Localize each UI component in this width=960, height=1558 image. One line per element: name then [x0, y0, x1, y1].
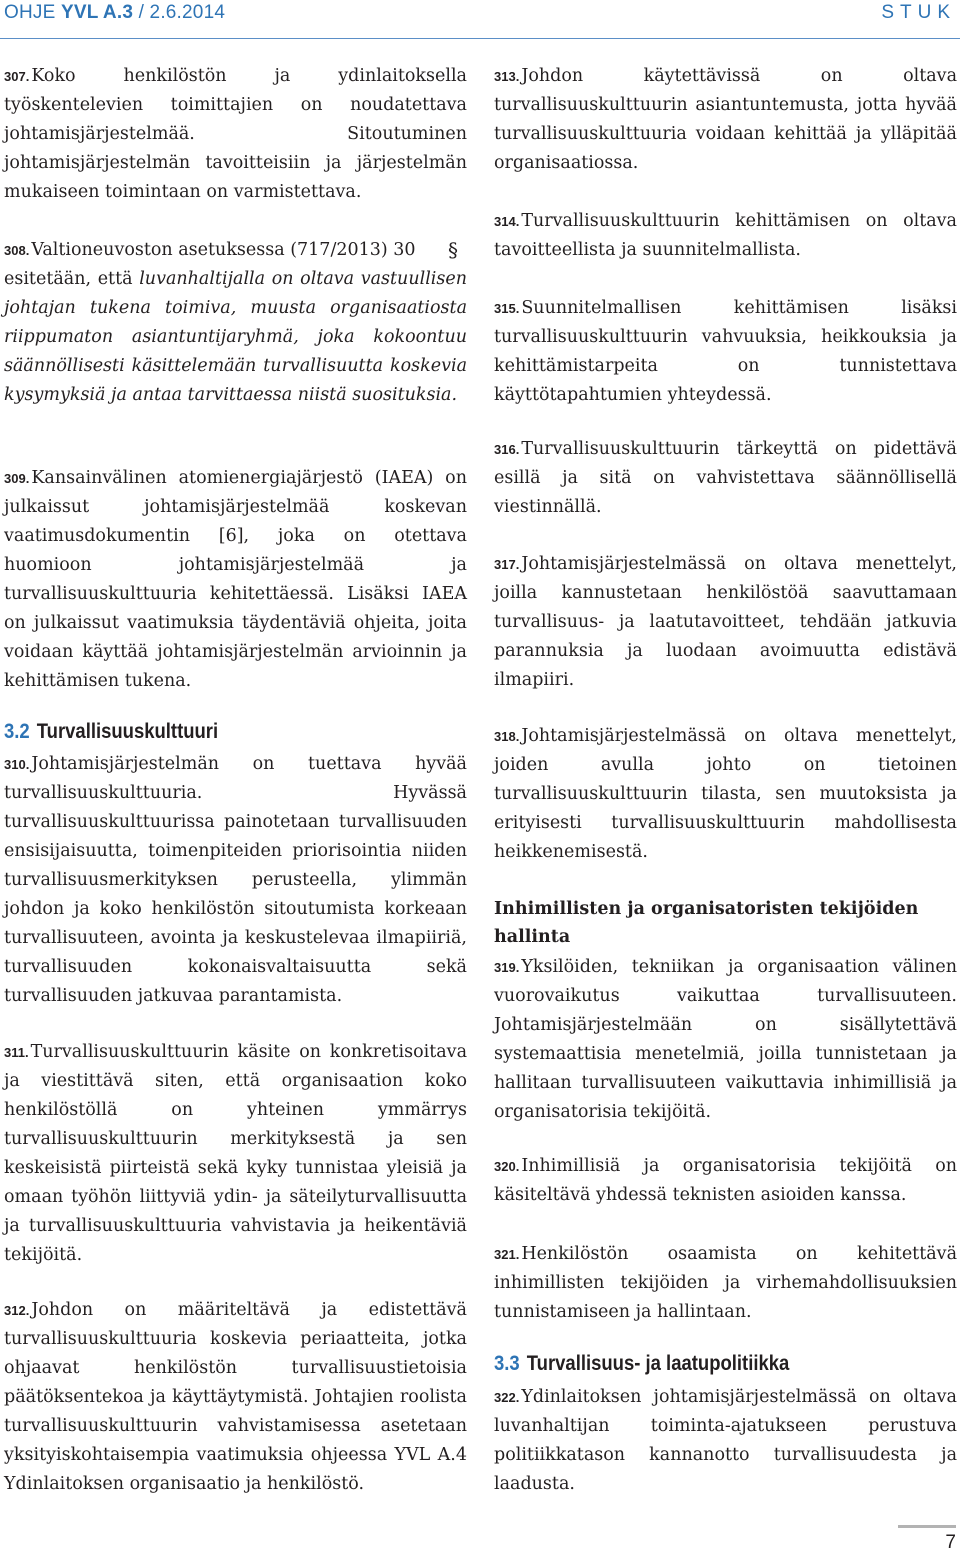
- quoted-regulation: luvanhaltijalla on oltava vastuullisen johtajan tukena toimiva, muusta organisaatiosta riippumaton asiantuntijaryhmä, joka kokoontuu säännöllisesti käsittelemään turvallisuutta koskevia kysymyksiä ja antaa tarvittaessa niistä suosituksia.: [4, 269, 467, 405]
- paragraph-319: 319. Yksilöiden, tekniikan ja organisaation välinen vuorovaikutus vaikuttaa turvallisuuteen. Johtamisjärjestelmään on sisällytettävä systemaattisia menetelmiä, joilla tunnistetaan ja hallitaan turvallisuuteen vaikuttavia inhimillisiä ja organisatorisia tekijöitä.: [494, 957, 957, 1122]
- paragraph-308-continued: esitetään, että luvanhaltijalla on oltava vastuullisen johtajan tukena toimiva, muusta organisaatiosta riippumaton asiantuntijaryhmä, joka kokoontuu säännöllisesti käsittelemään turvallisuutta koskevia kysymyksiä ja antaa tarvittaessa niistä suosituksia.: [4, 269, 467, 405]
- paragraph-320: 320. Inhimillisiä ja organisatorisia tekijöitä on käsiteltävä yhdessä teknisten asioiden kanssa.: [494, 1156, 957, 1205]
- paragraph-318: 318. Johtamisjärjestelmässä on oltava menettelyt, joiden avulla johto on tietoinen turvallisuuskulttuurin tilasta, sen muutoksista ja erityisesti turvallisuuskulttuurin mahdollisesta heikkenemisestä.: [494, 726, 957, 862]
- paragraph-307: 307. Koko henkilöstön ja ydinlaitoksella työskentelevien toimittajien on noudatettava johtamisjärjestelmää. Sitoutuminen johtamisjärjestelmän tavoitteisiin ja järjestelmän mukaiseen toimintaan on varmistettava.: [4, 66, 467, 202]
- subheading-human-factors: Inhimillisten ja organisatoristen tekijöiden hallinta: [494, 899, 919, 947]
- paragraph-321: 321. Henkilöstön osaamista on kehitettävä inhimillisten tekijöiden ja virhemahdollisuuksien tunnistamiseen ja hallintaan.: [494, 1244, 957, 1322]
- paragraph-313: 313. Johdon käytettävissä on oltava turvallisuuskulttuurin asiantuntemusta, jotta hyvää turvallisuuskulttuuria voidaan kehittää ja ylläpitää organisaatiossa.: [494, 66, 957, 173]
- paragraph-309: 309. Kansainvälinen atomienergiajärjestö (IAEA) on julkaissut johtamisjärjestelmää koskevan vaatimusdokumentin [6], joka on otettava huomioon johtamisjärjestelmää ja turvallisuuskulttuuria kehitettäessä. Lisäksi IAEA on julkaissut vaatimuksia täydentäviä ohjeita, joita voidaan käyttää johtamisjärjestelmän arvioinnin ja kehittämisen tukena.: [4, 468, 467, 691]
- doc-prefix: OHJE: [4, 2, 61, 23]
- document-reference: [4, 2, 225, 24]
- footer-rule: [898, 1525, 956, 1528]
- page-number: 7: [945, 1532, 956, 1553]
- paragraph-316: 316. Turvallisuuskulttuurin tärkeyttä on pidettävä esillä ja sitä on vahvistettava säännöllisellä viestinnällä.: [494, 439, 957, 517]
- section-heading-3-3: 3.3 Turvallisuus- ja laatupolitiikka: [494, 1352, 790, 1375]
- paragraph-311: 311. Turvallisuuskulttuurin käsite on konkretisoitava ja viestittävä siten, että organisaation koko henkilöstöllä on yhteinen ymmärrys turvallisuuskulttuurin merkityksestä ja sen keskeisistä piirteistä sekä kyky tunnistaa yleisiä ja omaan työhön liittyviä ydin- ja säteilyturvallisuutta ja turvallisuuskulttuuria vahvistavia ja heikentäviä tekijöitä.: [4, 1042, 467, 1265]
- paragraph-317: 317. Johtamisjärjestelmässä on oltava menettelyt, joilla kannustetaan henkilöstöä saavuttamaan turvallisuus- ja laatutavoitteet, tehdään jatkuvia parannuksia ja luodaan avoimuutta edistävä ilmapiiri.: [494, 554, 957, 690]
- paragraph-322: 322. Ydinlaitoksen johtamisjärjestelmässä on oltava luvanhaltijan toiminta-ajatukseen perustuva politiikkatason kannanotto turvallisuudesta ja laadusta.: [494, 1387, 957, 1494]
- section-heading-3-2: 3.2 Turvallisuuskulttuuri: [4, 720, 219, 743]
- paragraph-315: 315. Suunnitelmallisen kehittämisen lisäksi turvallisuuskulttuurin vahvuuksia, heikkouksia ja kehittämistarpeita on tunnistettava käyttötapahtumien yhteydessä.: [494, 298, 957, 405]
- paragraph-312: 312. Johdon on määriteltävä ja edistettävä turvallisuuskulttuuria koskevia periaatteita, jotka ohjaavat henkilöstön turvallisuustietoisia päätöksentekoa ja käyttäytymistä. Johtajien roolista turvallisuuskulttuurin vahvistamisessa asetetaan yksityiskohtaisempia vaatimuksia ohjeessa YVL A.4 Ydinlaitoksen organisaatio ja henkilöstö.: [4, 1300, 467, 1494]
- doc-date: / 2.6.2014: [133, 2, 226, 23]
- section-sign: §: [448, 238, 458, 262]
- doc-id: YVL A.3: [60, 2, 134, 23]
- organization-name: STUK: [881, 2, 956, 23]
- header-divider: [0, 38, 960, 39]
- paragraph-314: 314. Turvallisuuskulttuurin kehittämisen on oltava tavoitteellista ja suunnitelmallista.: [494, 211, 957, 260]
- paragraph-308: 308. Valtioneuvoston asetuksessa (717/2013) 30: [4, 240, 416, 260]
- paragraph-310: 310. Johtamisjärjestelmän on tuettava hyvää turvallisuuskulttuuria. Hyvässä turvallisuuskulttuurissa painotetaan turvallisuuden ensisijaisuutta, toimenpiteiden priorisointia niiden turvallisuusmerkityksen perusteella, ylimmän johdon ja koko henkilöstön sitoutumista korkeaan turvallisuuteen, avointa ja keskustelevaa ilmapiiriä, turvallisuuden kokonaisvaltaisuutta sekä turvallisuuden jatkuvaa parantamista.: [4, 754, 467, 1006]
